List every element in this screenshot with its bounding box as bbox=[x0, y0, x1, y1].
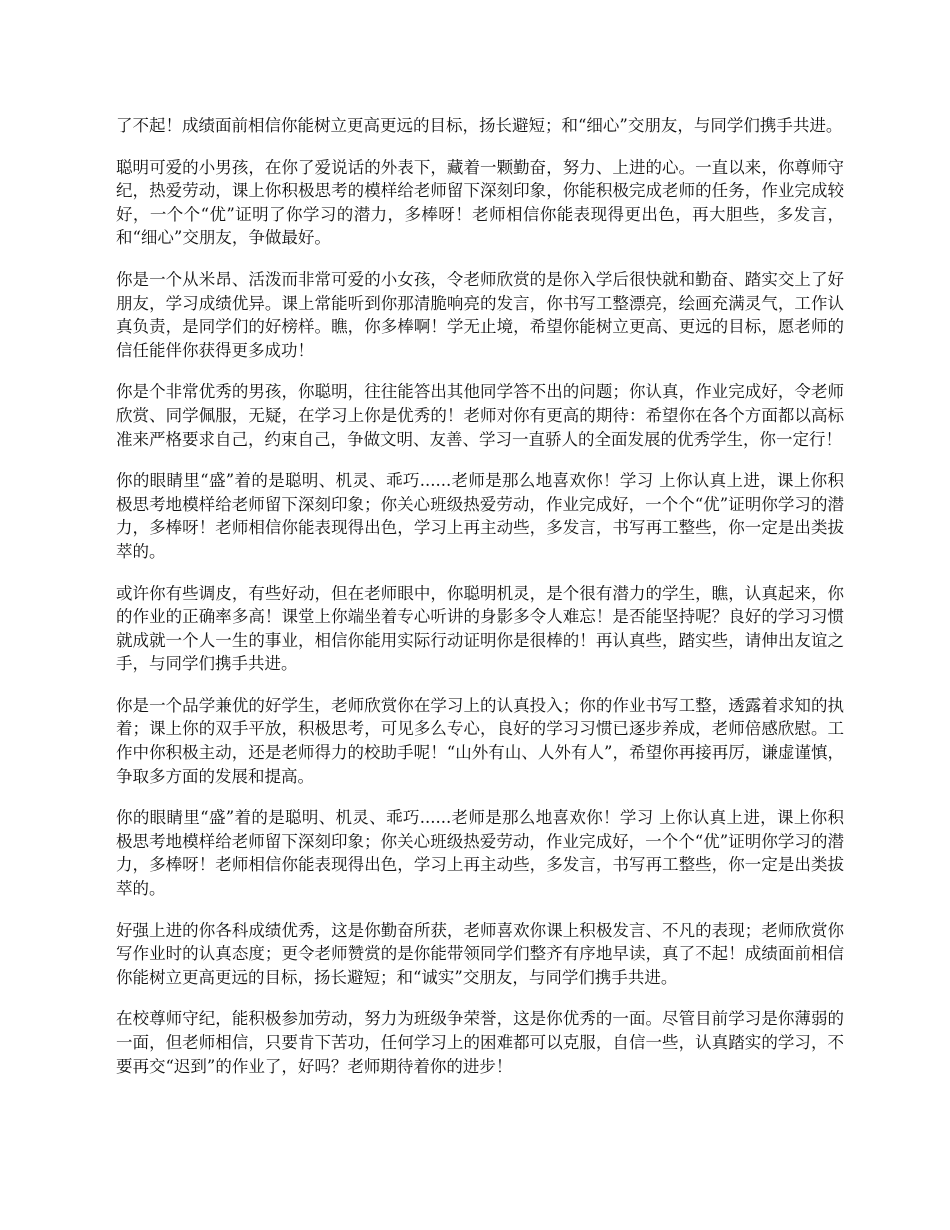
paragraph-8: 你的眼睛里“盛”着的是聪明、机灵、乖巧......老师是那么地喜欢你！学习 上你认真上进，课上你积极思考地模样给老师留下深刻印象；你关心班级热爱劳动，作业完成好，一个个“优”证明你学习的潜力，多棒呀！老师相信你能表现得出色，学习上再主动些，多发言，书写再工整些，你一定是出类拔萃的。 bbox=[116, 808, 844, 899]
document-page bbox=[116, 114, 844, 1096]
paragraph-1: 了不起！成绩面前相信你能树立更高更远的目标，扬长避短；和“细心”交朋友，与同学们携手共进。 bbox=[116, 116, 843, 135]
paragraph-4: 你是个非常优秀的男孩，你聪明，往往能答出其他同学答不出的问题；你认真，作业完成好，令老师欣赏、同学佩服，无疑，在学习上你是优秀的！老师对你有更高的期待：希望你在各个方面都以高标准来严格要求自己，约束自己，争做文明、友善、学习一直骄人的全面发展的优秀学生，你一定行！ bbox=[116, 382, 844, 449]
paragraph-9: 好强上进的你各科成绩优秀，这是你勤奋所获，老师喜欢你课上积极发言、不凡的表现；老师欣赏你写作业时的认真态度；更令老师赞赏的是你能带领同学们整齐有序地早读，真了不起！成绩面前相信你能树立更高更远的目标，扬长避短；和“诚实”交朋友，与同学们携手共进。 bbox=[116, 920, 844, 987]
paragraph-6: 或许你有些调皮，有些好动，但在老师眼中，你聪明机灵，是个很有潜力的学生，瞧，认真起来，你的作业的正确率多高！课堂上你端坐着专心听讲的身影多令人难忘！是否能坚持呢？良好的学习习惯就成就一个人一生的事业，相信你能用实际行动证明你是很棒的！再认真些，踏实些，请伸出友谊之手，与同学们携手共进。 bbox=[116, 583, 844, 674]
paragraph-3: 你是一个从米昂、活泼而非常可爱的小女孩，令老师欣赏的是你入学后很快就和勤奋、踏实交上了好朋友，学习成绩优异。课上常能听到你那清脆响亮的发言，你书写工整漂亮，绘画充满灵气，工作认真负责，是同学们的好榜样。瞧，你多棒啊！学无止境，希望你能树立更高、更远的目标，愿老师的信任能伴你获得更多成功！ bbox=[116, 269, 844, 360]
paragraph-2: 聪明可爱的小男孩，在你了爱说话的外表下，藏着一颗勤奋，努力、上进的心。一直以来，你尊师守纪，热爱劳动，课上你积极思考的模样给老师留下深刻印象，你能积极完成老师的任务，作业完成较好，一个个“优”证明了你学习的潜力，多棒呀！老师相信你能表现得更出色，再大胆些，多发言，和“细心”交朋友，争做最好。 bbox=[116, 157, 844, 248]
paragraph-10: 在校尊师守纪，能积极参加劳动，努力为班级争荣誉，这是你优秀的一面。尽管目前学习是你薄弱的一面，但老师相信，只要肯下苦功，任何学习上的困难都可以克服，自信一些，认真踏实的学习，不要再交“迟到”的作业了，好吗？老师期待着你的进步！ bbox=[116, 1009, 844, 1076]
paragraph-7: 你是一个品学兼优的好学生，老师欣赏你在学习上的认真投入；你的作业书写工整，透露着求知的执着；课上你的双手平放，积极思考，可见多么专心，良好的学习习惯已逐步养成，老师倍感欣慰。工作中你积极主动，还是老师得力的校助手呢！“山外有山、人外有人”，希望你再接再厉，谦虚谨慎，争取多方面的发展和提高。 bbox=[116, 695, 844, 786]
paragraph-5: 你的眼睛里“盛”着的是聪明、机灵、乖巧......老师是那么地喜欢你！学习 上你认真上进，课上你积极思考地模样给老师留下深刻印象；你关心班级热爱劳动，作业完成好，一个个“优”证明你学习的潜力，多棒呀！老师相信你能表现得出色，学习上再主动些，多发言，书写再工整些，你一定是出类拔萃的。 bbox=[116, 471, 844, 561]
